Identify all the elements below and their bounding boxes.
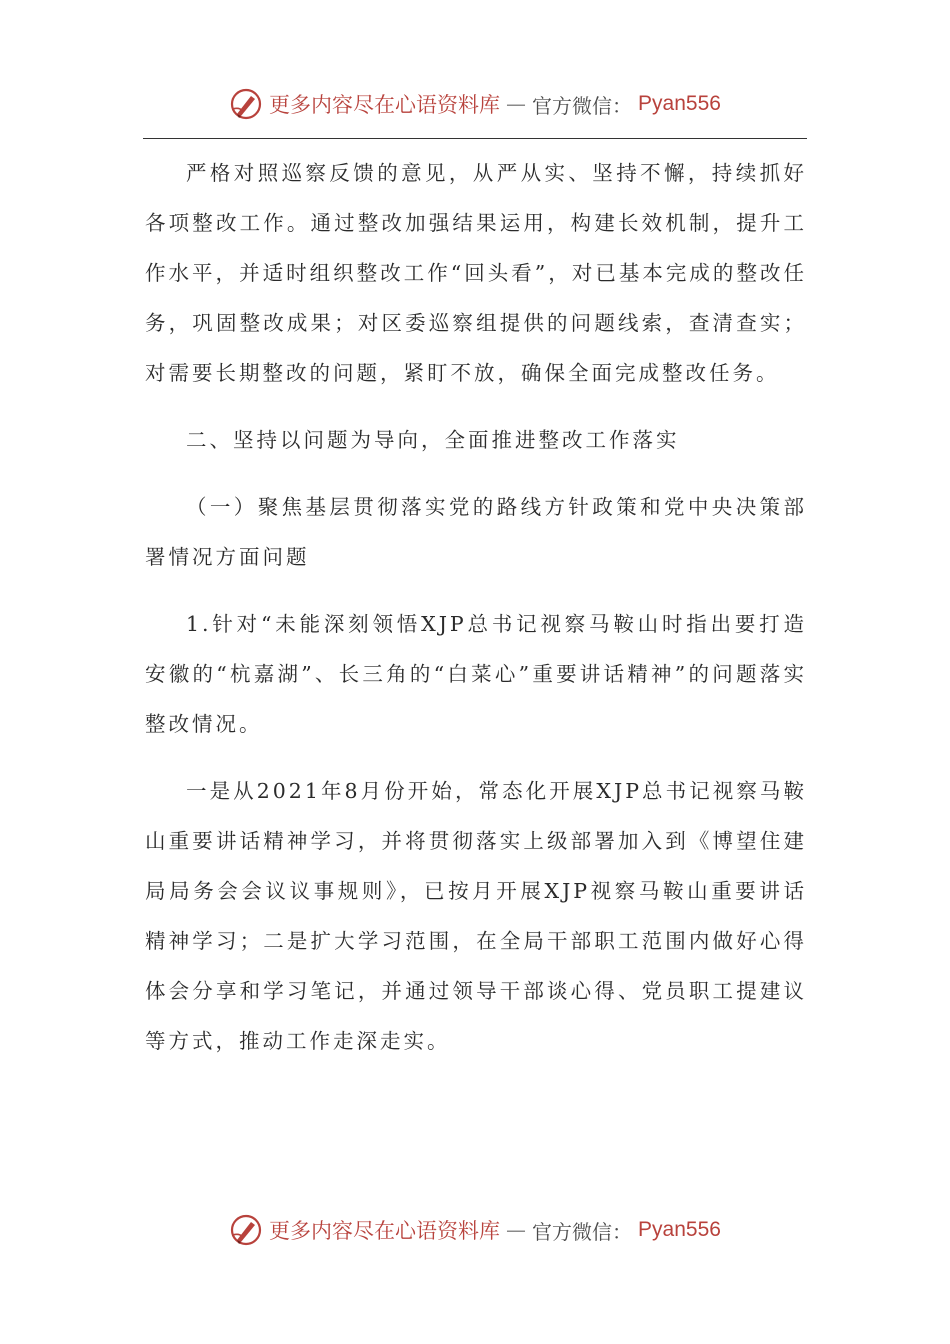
- subsection-heading-1: （一）聚焦基层贯彻落实党的路线方针政策和党中央决策部署情况方面问题: [145, 495, 807, 569]
- footer-wechat-id: Pyan556: [638, 1218, 721, 1241]
- pen-logo-icon: [229, 87, 263, 121]
- footer-wechat-label: 官方微信：: [532, 1219, 633, 1244]
- item-1-title: 1.针对“未能深刻领悟XJP总书记视察马鞍山时指出要打造安徽的“杭嘉湖”、长三角的“白菜心”重要讲话精神”的问题落实整改情况。: [145, 612, 807, 736]
- document-body: [145, 148, 807, 1066]
- footer-watermark: [0, 1208, 950, 1252]
- paragraph-rectification-summary: 严格对照巡察反馈的意见，从严从实、坚持不懈，持续抓好各项整改工作。通过整改加强结果运用，构建长效机制，提升工作水平，并适时组织整改工作“回头看”，对已基本完成的整改任务，巩固整改成果；对区委巡察组提供的问题线索，查清查实；对需要长期整改的问题，紧盯不放，确保全面完成整改任务。: [145, 161, 807, 385]
- section-heading-2: 二、坚持以问题为导向，全面推进整改工作落实: [186, 428, 680, 452]
- footer-brand-text: 更多内容尽在心语资料库: [269, 1219, 501, 1243]
- footer-dash: —: [506, 1218, 527, 1242]
- header-divider: [143, 138, 807, 139]
- header-watermark: [0, 82, 950, 126]
- header-wechat-label: 官方微信：: [532, 93, 633, 118]
- item-1-detail: 一是从2021年8月份开始，常态化开展XJP总书记视察马鞍山重要讲话精神学习，并将贯彻落实上级部署加入到《博望住建局局务会会议议事规则》，已按月开展XJP视察马鞍山重要讲话精神学习；二是扩大学习范围，在全局干部职工范围内做好心得体会分享和学习笔记，并通过领导干部谈心得、党员职工提建议等方式，推动工作走深走实。: [145, 779, 807, 1053]
- header-dash: —: [506, 92, 527, 116]
- pen-logo-icon: [229, 1213, 263, 1247]
- header-brand-text: 更多内容尽在心语资料库: [269, 93, 501, 117]
- header-wechat-id: Pyan556: [638, 92, 721, 115]
